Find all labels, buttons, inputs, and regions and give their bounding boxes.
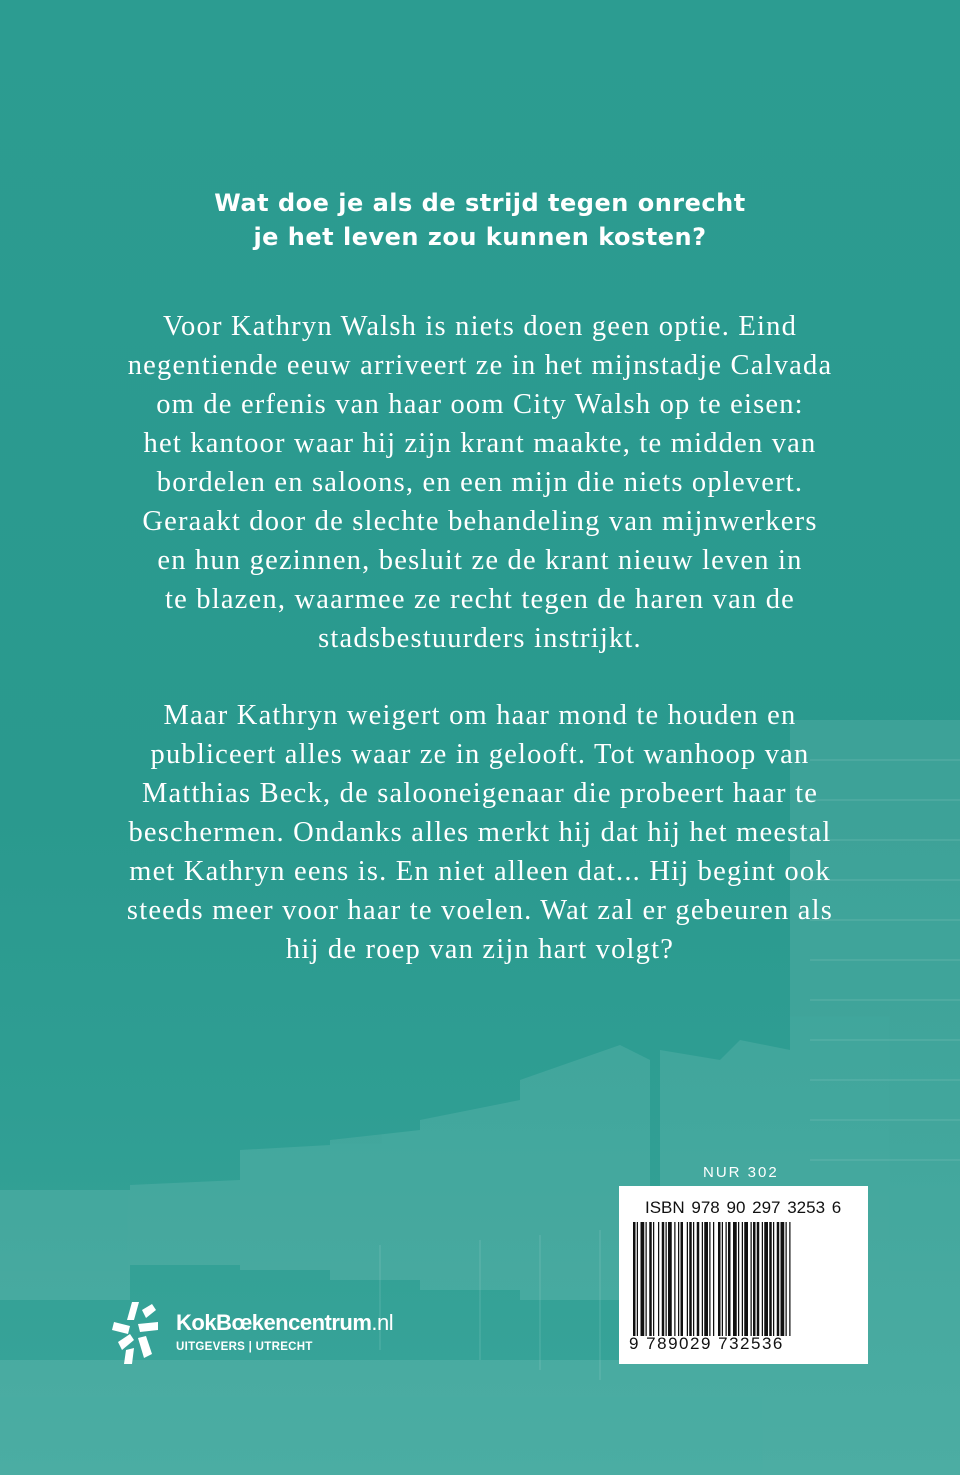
barcode-bars (633, 1222, 855, 1336)
barcode-bar (687, 1222, 688, 1336)
barcode-bar (666, 1222, 667, 1336)
barcode-bar (718, 1222, 721, 1336)
blurb-line: met Kathryn eens is. En niet alleen dat... Hij begint ook (129, 856, 831, 887)
barcode-bar (697, 1222, 700, 1336)
tagline-line-2: je het leven zou kunnen kosten? (253, 223, 707, 251)
barcode-bar (738, 1222, 739, 1336)
tagline-line-1: Wat doe je als de strijd tegen onrecht (214, 189, 746, 217)
barcode-bar (678, 1222, 679, 1336)
barcode-bar (753, 1222, 756, 1336)
barcode-bar (668, 1222, 672, 1336)
barcode-bar (658, 1222, 659, 1336)
barcode-bar (662, 1222, 665, 1336)
publisher-name: KokBœkencentrum.nl (176, 1310, 394, 1335)
blurb-line: om de erfenis van haar oom City Walsh op te eisen: (156, 389, 804, 420)
barcode-bar (789, 1222, 790, 1336)
barcode-bar (773, 1222, 774, 1336)
barcode-bar (702, 1222, 703, 1336)
barcode-bar (689, 1222, 692, 1336)
blurb-paragraph-1 (0, 307, 960, 658)
ean-digits: 9 789029 732536 (629, 1334, 784, 1353)
barcode-bar (709, 1222, 710, 1336)
blurb-line: hij de roep van zijn hart volgt? (285, 934, 675, 965)
publisher-mark-icon (112, 1300, 162, 1366)
blurb-line: Matthias Beck, de salooneigenaar die probeert haar te (141, 778, 819, 809)
barcode-bar (744, 1222, 748, 1336)
barcode-bar (769, 1222, 772, 1336)
barcode-bar (722, 1222, 723, 1336)
blurb-paragraph-2 (0, 696, 960, 969)
barcode-bar (693, 1222, 694, 1336)
barcode-bar (713, 1222, 714, 1336)
blurb-line: negentiende eeuw arriveert ze in het mijnstadje Calvada (127, 350, 833, 381)
barcode-bar (653, 1222, 654, 1336)
publisher-subtitle: UITGEVERS | UTRECHT (176, 1341, 313, 1353)
blurb-line: het kantoor waar hij zijn krant maakte, te midden van (143, 428, 817, 459)
blurb-line: Voor Kathryn Walsh is niets doen geen optie. Eind (162, 311, 798, 342)
barcode-bar (726, 1222, 727, 1336)
blurb-line: Geraakt door de slechte behandeling van mijnwerkers (142, 506, 818, 537)
nur-code: NUR 302 (703, 1164, 779, 1181)
barcode-bar (764, 1222, 768, 1336)
barcode-bar (751, 1222, 752, 1336)
blurb-line: publiceert alles waar ze in gelooft. Tot wanhoop van (150, 739, 810, 770)
blurb-line: steeds meer voor haar te voelen. Wat zal er gebeuren als (126, 895, 834, 926)
barcode-bar (674, 1222, 675, 1336)
barcode-bar (646, 1222, 647, 1336)
blurb-line: en hun gezinnen, besluit ze de krant nieuw leven in (157, 545, 803, 576)
tagline (0, 186, 960, 254)
barcode-bar (777, 1222, 780, 1336)
barcode-bar (637, 1222, 638, 1336)
isbn-barcode (619, 1186, 868, 1364)
barcode-bar (757, 1222, 760, 1336)
barcode-bar (781, 1222, 785, 1336)
barcode-bar (728, 1222, 731, 1336)
barcode-bar (633, 1222, 636, 1336)
barcode-bar (786, 1222, 787, 1336)
barcode-bar (742, 1222, 743, 1336)
barcode-bar (641, 1222, 645, 1336)
barcode-bar (649, 1222, 652, 1336)
blurb-line: stadsbestuurders instrijkt. (318, 623, 642, 654)
barcode-bar (681, 1222, 684, 1336)
blurb-line: beschermen. Ondanks alles merkt hij dat hij het meestal (128, 817, 832, 848)
barcode-bar (733, 1222, 737, 1336)
blurb-line: bordelen en saloons, en een mijn die niets oplevert. (156, 467, 804, 498)
blurb-line: te blazen, waarmee ze recht tegen de haren van de (164, 584, 796, 615)
barcode-bar (704, 1222, 708, 1336)
publisher-logo (112, 1300, 452, 1370)
blurb-line: Maar Kathryn weigert om haar mond te houden en (163, 700, 797, 731)
barcode-bar (762, 1222, 763, 1336)
isbn-number: ISBN 978 90 297 3253 6 (645, 1198, 842, 1217)
